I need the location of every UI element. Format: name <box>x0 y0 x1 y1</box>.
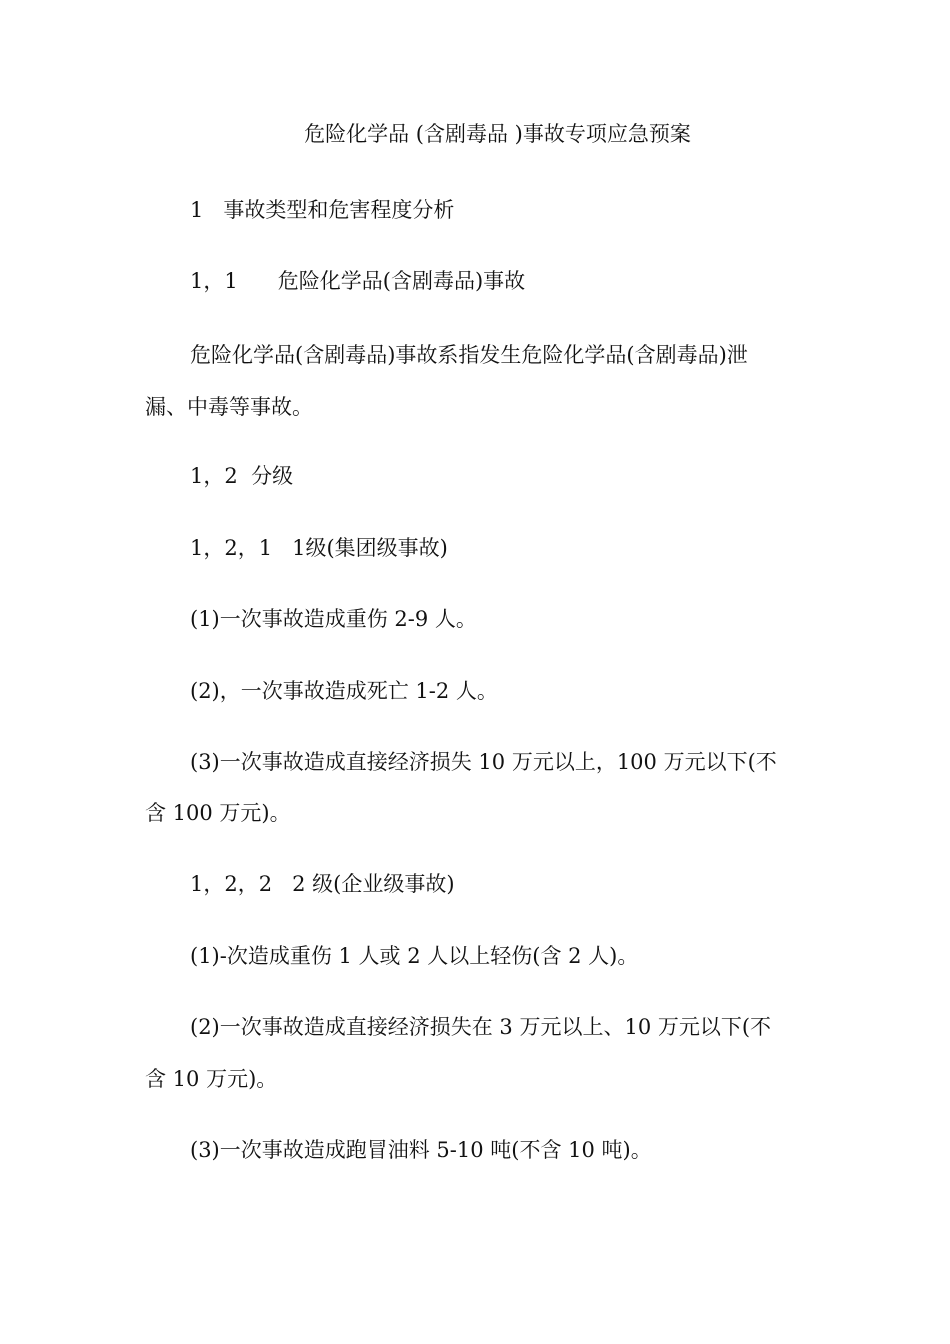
level2-item-2-line-2: 含 10 万元)。 <box>145 1067 278 1091</box>
level1-item-2: (2)，一次事故造成死亡 1-2 人。 <box>190 679 498 703</box>
level1-item-3-line-1: (3)一次事故造成直接经济损失 10 万元以上，100 万元以下(不 <box>190 750 777 774</box>
section-heading-1-2: 1，2 分级 <box>190 464 294 488</box>
section-heading-1-2-2: 1，2，2 2 级(企业级事故) <box>190 872 455 896</box>
document-title: 危险化学品 (含剧毒品 )事故专项应急预案 <box>304 122 691 146</box>
level2-item-3: (3)一次事故造成跑冒油料 5-10 吨(不含 10 吨)。 <box>190 1138 652 1162</box>
level1-item-3-line-2: 含 100 万元)。 <box>145 801 291 825</box>
level1-item-1: (1)一次事故造成重伤 2-9 人。 <box>190 607 477 631</box>
section-heading-1: 1 事故类型和危害程度分析 <box>190 198 455 222</box>
definition-paragraph-line-2: 漏、中毒等事故。 <box>145 395 313 419</box>
definition-paragraph-line-1: 危险化学品(含剧毒品)事故系指发生危险化学品(含剧毒品)泄 <box>190 343 748 367</box>
level2-item-1: (1)-次造成重伤 1 人或 2 人以上轻伤(含 2 人)。 <box>190 944 639 968</box>
level2-item-2-line-1: (2)一次事故造成直接经济损失在 3 万元以上、10 万元以下(不 <box>190 1015 772 1039</box>
section-heading-1-1: 1，1 危险化学品(含剧毒品)事故 <box>190 269 526 293</box>
section-heading-1-2-1: 1，2，1 1级(集团级事故) <box>190 536 448 560</box>
